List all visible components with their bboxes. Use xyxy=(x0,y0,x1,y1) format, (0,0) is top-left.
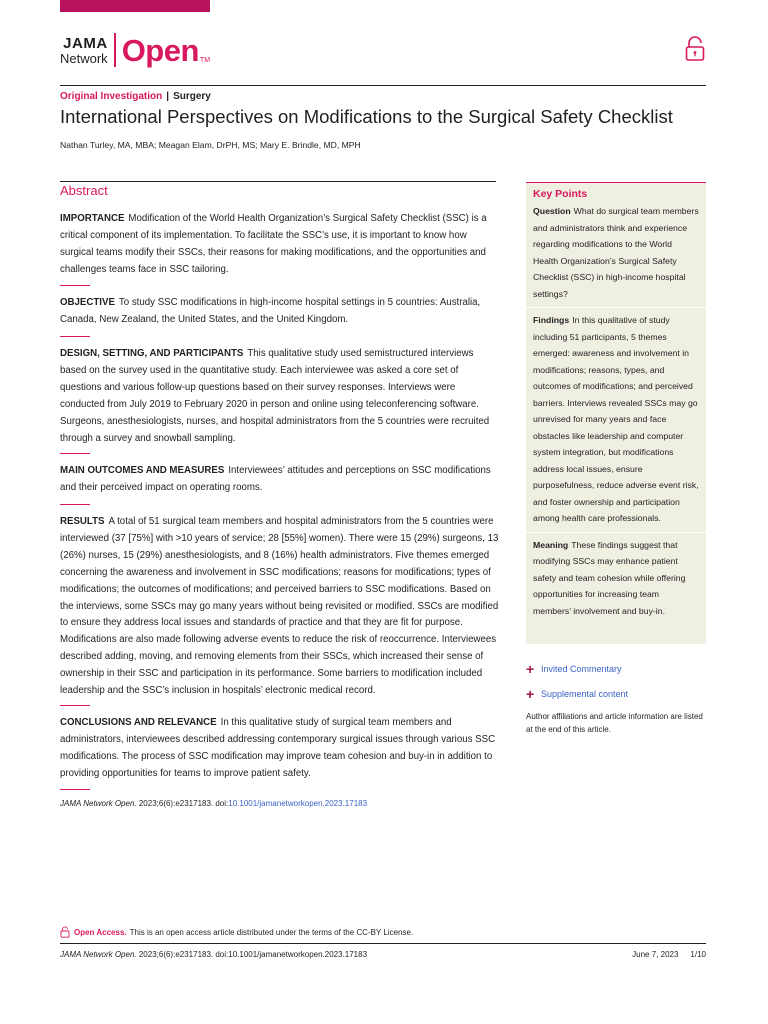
article-kicker xyxy=(60,91,211,102)
open-access-lock-icon[interactable] xyxy=(684,36,706,62)
invited-commentary-label: Invited Commentary xyxy=(541,664,622,674)
key-point-findings xyxy=(533,312,699,527)
open-access-lock-icon xyxy=(60,926,70,938)
key-points-title: Key Points xyxy=(533,188,588,200)
section-heading: IMPORTANCE xyxy=(60,213,125,224)
section-heading: RESULTS xyxy=(60,516,105,527)
section-text: A total of 51 surgical team members and hospital administrators from the 5 countries were interviewed (37 [75%] with >10 years of service; 28 [55%] women). There were 15 (29%) surgeons, 13 (26%) nurses, 15 (29%) anesthesiologists, and 8 (16%) health administrators. Five themes emerged concerning the awareness and involvement in SSC modifications; reasons for modifications; types of modifications; the outcomes of modifications; and perceived barriers to SSC modifications. Based on the interviews, some SSCs may go many years without being revisited or modified. SSCs are modified to ensure they address local issues and standards of practice and that they are fit for purpose. Modifications are also made following adverse events to reduce the risk of reoccurrence. Interviewees described adding, moving, and removing elements from their SSCs, which increased their sense of ownership in their SSC and participation in its performance. Some barriers to modification included leadership and the SSC’s inclusion in hospitals’ electronic medical record. xyxy=(60,516,499,697)
citation-journal: JAMA Network Open. xyxy=(60,799,137,808)
article-section[interactable]: Surgery xyxy=(173,91,211,102)
section-divider xyxy=(60,705,90,706)
supplemental-content-link[interactable] xyxy=(526,687,628,701)
plus-icon: + xyxy=(526,686,535,702)
section-divider xyxy=(60,453,90,454)
brand-top-bar xyxy=(60,0,210,12)
header-rule xyxy=(60,85,706,86)
abstract-outcomes xyxy=(60,463,500,497)
jama-network-open-logo[interactable] xyxy=(60,30,210,70)
abstract-importance xyxy=(60,211,500,279)
abstract-objective xyxy=(60,295,500,329)
article-authors: Nathan Turley, MA, MBA; Meagan Elam, DrPH, MS; Mary E. Brindle, MD, MPH xyxy=(60,140,361,150)
logo-jama-text: JAMA xyxy=(63,34,108,52)
section-text: In this qualitative study of surgical team members and administrators, interviewees described addressing contemporary surgical issues through various SSC modifications. The process of SSC modification may improve team cohesion and buy-in in addition to providing opportunities for teams to improve patient safety. xyxy=(60,717,496,779)
key-point-text: These findings suggest that modifying SSCs may enhance patient safety and team cohesion while offering opportunities for increasing team members’ involvement and buy-in. xyxy=(533,539,686,616)
abstract-heading: Abstract xyxy=(60,183,108,198)
abstract-results xyxy=(60,514,500,700)
publication-date: June 7, 2023 xyxy=(632,950,679,959)
key-point-question xyxy=(533,203,699,302)
kicker-separator: | xyxy=(166,91,170,102)
open-access-text: This is an open access article distributed under the terms of the CC-BY License. xyxy=(129,927,414,937)
section-text: To study SSC modifications in high-income hospital settings in 5 countries: Australia, Canada, New Zealand, the United States, and the United Kingdom. xyxy=(60,297,481,325)
key-points-divider xyxy=(526,532,706,533)
logo-open-text: Open xyxy=(121,32,199,68)
key-point-text: In this qualitative of study including 51 participants, 5 themes emerged: awareness and involvement in modifications; reasons, types, and outcomes of modifications; and perceived barriers. Interviews revealed SSCs may go unrevised for many years and face obstacles like leadership and computer system integration, but modifications address local issues, ensure purposefulness, reduce adverse event risk, and foster ownership and participation among health care professionals. xyxy=(533,315,699,523)
logo-network-text: Network xyxy=(60,50,108,66)
key-points-box xyxy=(526,182,706,644)
article-type[interactable]: Original Investigation xyxy=(60,91,163,102)
footer-rule xyxy=(60,943,706,944)
abstract-citation xyxy=(60,799,367,808)
logo-divider xyxy=(114,33,116,67)
section-divider xyxy=(60,285,90,286)
abstract-rule xyxy=(60,181,496,182)
supplemental-content-label: Supplemental content xyxy=(541,689,629,699)
section-text: Interviewees’ attitudes and perceptions on SSC modifications and their perceived impact on operating rooms. xyxy=(60,465,491,493)
article-title: International Perspectives on Modifications to the Surgical Safety Checklist xyxy=(60,106,673,127)
section-divider xyxy=(60,789,90,790)
key-point-text: What do surgical team members and administrators think and experience regarding modifications to the World Health Organization’s Surgical Safety Checklist (SSC) in high-income hospital settings? xyxy=(533,206,699,299)
section-heading: MAIN OUTCOMES AND MEASURES xyxy=(60,465,225,476)
key-point-meaning xyxy=(533,537,699,620)
section-text: This qualitative study used semistructured interviews based on the survey used in the quantitative study. Each interviewee was asked a core set of questions and various follow-up questions based on their survey responses. Interviews were conducted from July 2019 to February 2020 in person and online using teleconferencing software. Surgeons, anesthesiologists, nurses, and hospital administrators from the 5 countries were recruited through a survey and snowball sampling. xyxy=(60,348,490,444)
section-text: Modification of the World Health Organization’s Surgical Safety Checklist (SSC) is a critical component of its implementation. To facilitate the SSC’s use, it is important to know how surgical teams modify their SSCs, their reasons for making modifications, and the opportunities and challenges teams face in SSC tailoring. xyxy=(60,213,487,275)
page-number: 1/10 xyxy=(690,950,706,959)
plus-icon: + xyxy=(526,661,535,677)
invited-commentary-link[interactable] xyxy=(526,662,622,676)
abstract-design xyxy=(60,346,500,447)
section-divider xyxy=(60,504,90,505)
key-points-divider xyxy=(526,307,706,308)
key-point-label: Question xyxy=(533,206,571,216)
section-heading: DESIGN, SETTING, AND PARTICIPANTS xyxy=(60,348,244,359)
affiliations-note: Author affiliations and article information are listed at the end of this article. xyxy=(526,712,703,734)
open-access-notice xyxy=(60,926,413,938)
section-heading: OBJECTIVE xyxy=(60,297,115,308)
footer-journal: JAMA Network Open. xyxy=(60,950,137,959)
key-point-label: Meaning xyxy=(533,539,569,550)
open-access-label[interactable]: Open Access. xyxy=(74,927,127,937)
abstract-conclusions xyxy=(60,715,500,783)
logo-jama-network xyxy=(60,36,114,65)
section-heading: CONCLUSIONS AND RELEVANCE xyxy=(60,717,217,728)
footer-meta xyxy=(632,950,706,959)
logo-trademark: TM xyxy=(199,57,211,64)
section-divider xyxy=(60,336,90,337)
footer-citation xyxy=(60,950,367,959)
footer-citation-text: 2023;6(6):e2317183. doi:10.1001/jamanetworkopen.2023.17183 xyxy=(136,950,368,959)
citation-details: 2023;6(6):e2317183. doi: xyxy=(136,799,229,808)
doi-link[interactable]: 10.1001/jamanetworkopen.2023.17183 xyxy=(228,799,368,808)
key-point-label: Findings xyxy=(533,315,570,325)
